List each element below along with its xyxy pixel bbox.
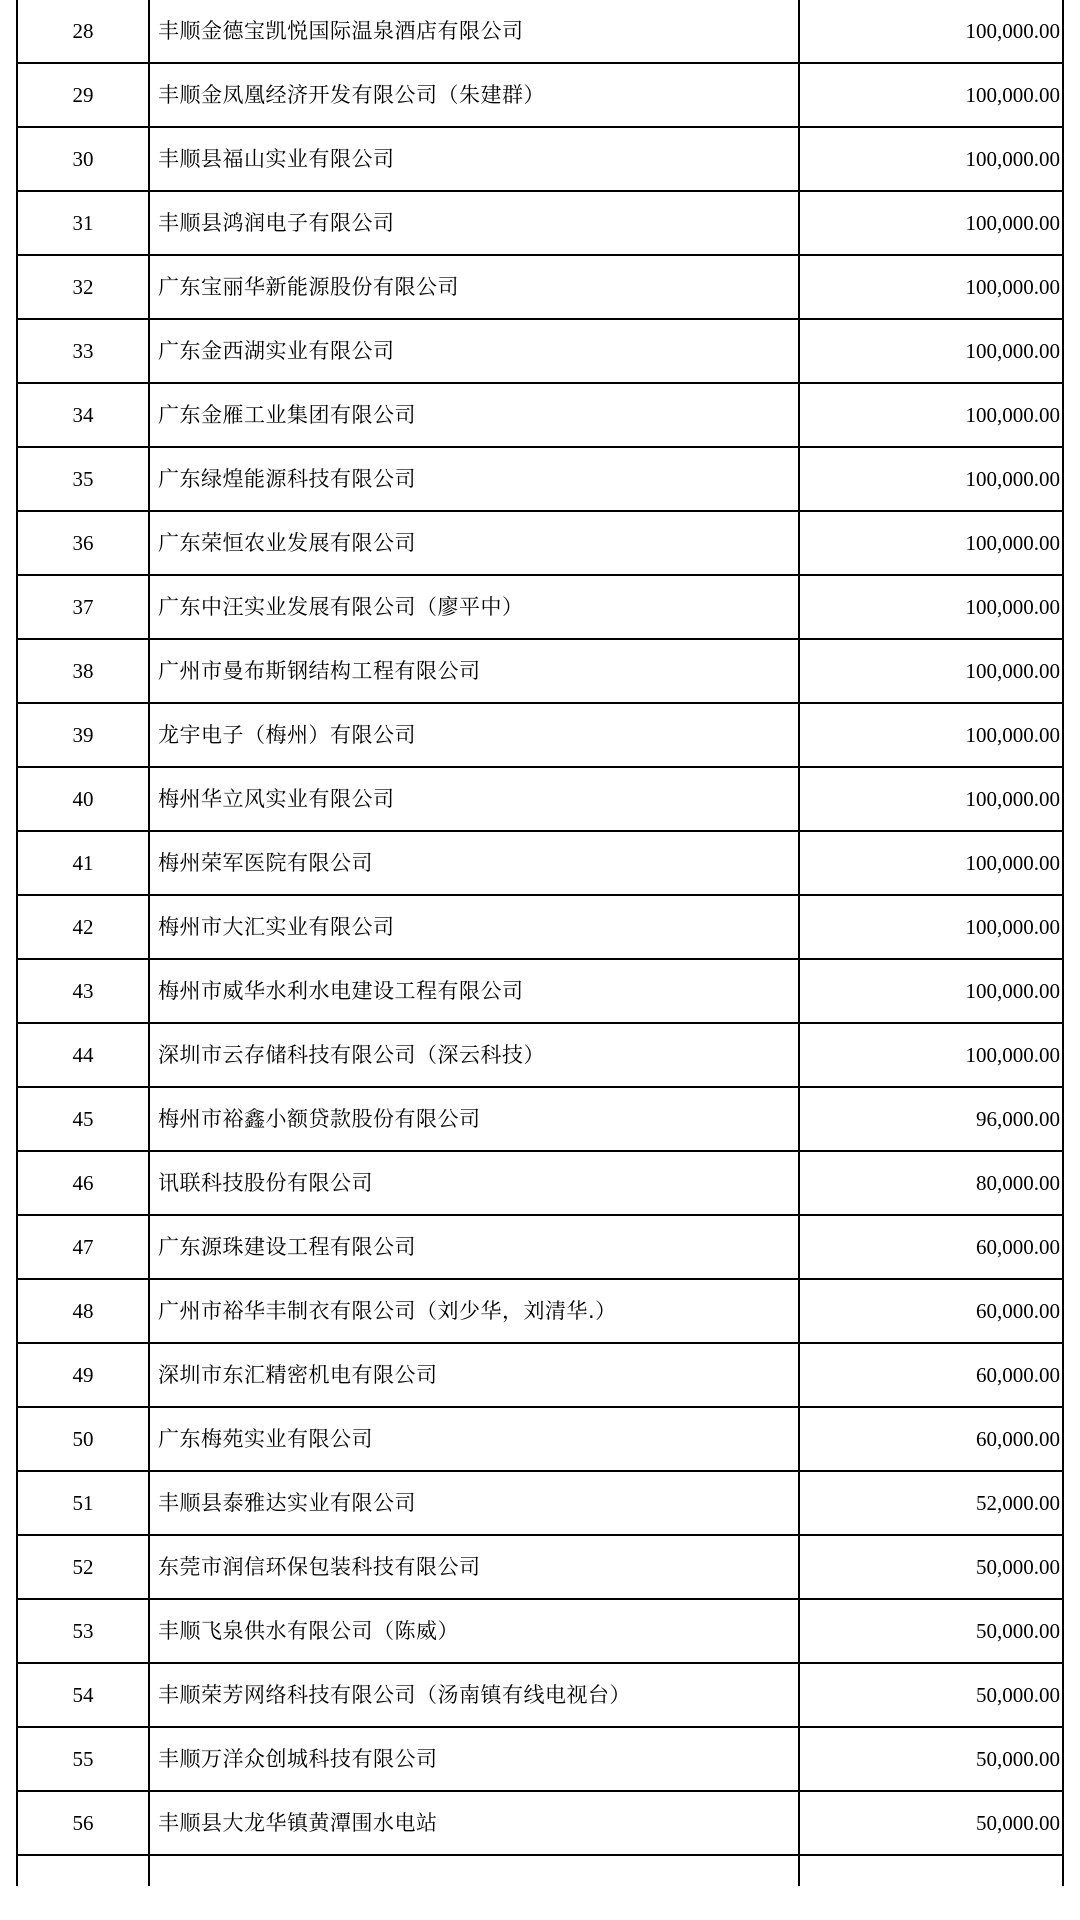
donation-amount: 50,000.00	[799, 1535, 1063, 1599]
row-number: 29	[17, 63, 149, 127]
row-number: 33	[17, 319, 149, 383]
donation-amount: 100,000.00	[799, 767, 1063, 831]
row-number: 40	[17, 767, 149, 831]
row-number: 55	[17, 1727, 149, 1791]
donation-amount: 100,000.00	[799, 1023, 1063, 1087]
table-row	[17, 1087, 1063, 1151]
company-name: 丰顺县鸿润电子有限公司	[149, 191, 799, 255]
row-number: 50	[17, 1407, 149, 1471]
table-row	[17, 511, 1063, 575]
company-name: 广东源珠建设工程有限公司	[149, 1215, 799, 1279]
donation-amount: 100,000.00	[799, 639, 1063, 703]
company-name: 龙宇电子（梅州）有限公司	[149, 703, 799, 767]
table-row	[17, 895, 1063, 959]
row-number: 39	[17, 703, 149, 767]
company-name: 丰顺县大龙华镇黄潭围水电站	[149, 1791, 799, 1855]
company-name: 广东荣恒农业发展有限公司	[149, 511, 799, 575]
donation-amount: 50,000.00	[799, 1599, 1063, 1663]
company-name: 梅州华立风实业有限公司	[149, 767, 799, 831]
table-row	[17, 1407, 1063, 1471]
donation-amount: 100,000.00	[799, 319, 1063, 383]
row-number: 37	[17, 575, 149, 639]
donation-table	[16, 0, 1064, 1886]
table-row	[17, 1343, 1063, 1407]
table-row	[17, 1279, 1063, 1343]
company-name: 广东宝丽华新能源股份有限公司	[149, 255, 799, 319]
company-name: 丰顺县泰雅达实业有限公司	[149, 1471, 799, 1535]
empty-cell	[17, 1855, 149, 1886]
donation-amount: 100,000.00	[799, 383, 1063, 447]
row-number: 35	[17, 447, 149, 511]
company-name: 梅州荣军医院有限公司	[149, 831, 799, 895]
table-row	[17, 767, 1063, 831]
table-row	[17, 959, 1063, 1023]
row-number: 45	[17, 1087, 149, 1151]
table-row	[17, 1215, 1063, 1279]
table-row	[17, 319, 1063, 383]
row-number: 47	[17, 1215, 149, 1279]
donation-amount: 96,000.00	[799, 1087, 1063, 1151]
company-name: 丰顺县福山实业有限公司	[149, 127, 799, 191]
donation-amount: 60,000.00	[799, 1279, 1063, 1343]
row-number: 43	[17, 959, 149, 1023]
table-row	[17, 703, 1063, 767]
table-row	[17, 1023, 1063, 1087]
row-number: 28	[17, 0, 149, 63]
company-name: 丰顺金凤凰经济开发有限公司（朱建群）	[149, 63, 799, 127]
row-number: 54	[17, 1663, 149, 1727]
donation-amount: 50,000.00	[799, 1727, 1063, 1791]
donation-amount: 60,000.00	[799, 1215, 1063, 1279]
row-number: 48	[17, 1279, 149, 1343]
row-number: 51	[17, 1471, 149, 1535]
table-row	[17, 1151, 1063, 1215]
donation-amount: 100,000.00	[799, 127, 1063, 191]
table-row	[17, 447, 1063, 511]
row-number: 38	[17, 639, 149, 703]
donation-amount: 100,000.00	[799, 447, 1063, 511]
table-row	[17, 1663, 1063, 1727]
table-body	[17, 0, 1063, 1886]
donation-amount: 100,000.00	[799, 575, 1063, 639]
company-name: 广州市曼布斯钢结构工程有限公司	[149, 639, 799, 703]
donation-amount: 100,000.00	[799, 895, 1063, 959]
donation-amount: 100,000.00	[799, 0, 1063, 63]
company-name: 广东中汪实业发展有限公司（廖平中）	[149, 575, 799, 639]
table-row	[17, 255, 1063, 319]
table-row	[17, 1535, 1063, 1599]
company-name: 深圳市云存储科技有限公司（深云科技）	[149, 1023, 799, 1087]
company-name: 梅州市裕鑫小额贷款股份有限公司	[149, 1087, 799, 1151]
table-row	[17, 63, 1063, 127]
company-name: 梅州市大汇实业有限公司	[149, 895, 799, 959]
company-name: 东莞市润信环保包装科技有限公司	[149, 1535, 799, 1599]
company-name: 丰顺万洋众创城科技有限公司	[149, 1727, 799, 1791]
table-row	[17, 1599, 1063, 1663]
row-number: 56	[17, 1791, 149, 1855]
table-row	[17, 639, 1063, 703]
donation-table-container	[16, 0, 1062, 1886]
company-name: 广东绿煌能源科技有限公司	[149, 447, 799, 511]
company-name: 广州市裕华丰制衣有限公司（刘少华，刘清华.）	[149, 1279, 799, 1343]
donation-amount: 100,000.00	[799, 703, 1063, 767]
row-number: 52	[17, 1535, 149, 1599]
row-number: 36	[17, 511, 149, 575]
row-number: 49	[17, 1343, 149, 1407]
row-number: 32	[17, 255, 149, 319]
donation-amount: 50,000.00	[799, 1663, 1063, 1727]
table-row	[17, 383, 1063, 447]
company-name: 广东梅苑实业有限公司	[149, 1407, 799, 1471]
company-name: 丰顺金德宝凯悦国际温泉酒店有限公司	[149, 0, 799, 63]
empty-cell	[799, 1855, 1063, 1886]
donation-amount: 100,000.00	[799, 191, 1063, 255]
table-row	[17, 191, 1063, 255]
row-number: 41	[17, 831, 149, 895]
company-name: 广东金雁工业集团有限公司	[149, 383, 799, 447]
table-row	[17, 1471, 1063, 1535]
donation-amount: 52,000.00	[799, 1471, 1063, 1535]
company-name: 讯联科技股份有限公司	[149, 1151, 799, 1215]
donation-amount: 50,000.00	[799, 1791, 1063, 1855]
donation-amount: 100,000.00	[799, 63, 1063, 127]
row-number: 42	[17, 895, 149, 959]
donation-amount: 60,000.00	[799, 1343, 1063, 1407]
table-row	[17, 575, 1063, 639]
table-row	[17, 831, 1063, 895]
row-number: 34	[17, 383, 149, 447]
table-row	[17, 1791, 1063, 1855]
donation-amount: 100,000.00	[799, 959, 1063, 1023]
company-name: 丰顺荣芳网络科技有限公司（汤南镇有线电视台）	[149, 1663, 799, 1727]
table-row	[17, 1727, 1063, 1791]
donation-amount: 100,000.00	[799, 255, 1063, 319]
row-number: 46	[17, 1151, 149, 1215]
donation-amount: 100,000.00	[799, 511, 1063, 575]
table-row	[17, 0, 1063, 63]
company-name: 梅州市威华水利水电建设工程有限公司	[149, 959, 799, 1023]
company-name: 丰顺飞泉供水有限公司（陈威）	[149, 1599, 799, 1663]
donation-amount: 100,000.00	[799, 831, 1063, 895]
row-number: 31	[17, 191, 149, 255]
company-name: 广东金西湖实业有限公司	[149, 319, 799, 383]
company-name: 深圳市东汇精密机电有限公司	[149, 1343, 799, 1407]
row-number: 44	[17, 1023, 149, 1087]
table-row	[17, 127, 1063, 191]
donation-amount: 60,000.00	[799, 1407, 1063, 1471]
row-number: 30	[17, 127, 149, 191]
row-number: 53	[17, 1599, 149, 1663]
empty-cell	[149, 1855, 799, 1886]
table-row-partial	[17, 1855, 1063, 1886]
donation-amount: 80,000.00	[799, 1151, 1063, 1215]
